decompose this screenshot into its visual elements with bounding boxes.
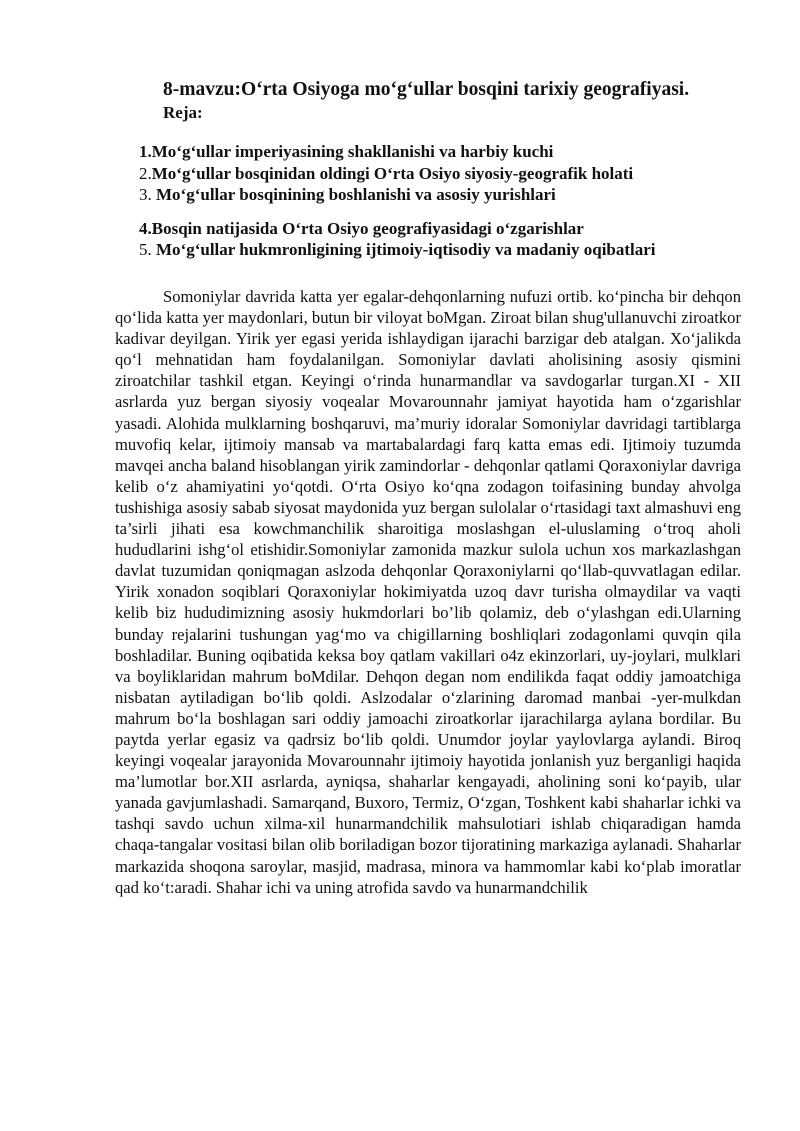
body-paragraph: Somoniylar davrida katta yer egalar-dehqonlarning nufuzi ortib. ko‘pincha bir dehqon qo‘lida katta yer maydonlari, butun bir viloyat boMgan. Ziroat bilan shug'ullanuvchi ziroatkor kadivar deyilgan. Yirik yer egasi yerida ishlaydigan ijarachi barzigar deb atalgan. Xo‘jalikda qo‘l mehnatidan ham foydalanilgan. Somoniylar davlati aholisining asosiy qismini ziroatchilar tashkil etgan. Keyingi o‘rinda hunarmandlar va savdogarlar turgan.XI - XII asrlarda yuz bergan siyosiy voqealar Movarounnahr jamiyat hayotida ham o‘zgarishlar yasadi. Alohida mulklarning boshqaruvi, ma’muriy idoralar Somoniylar davridagi tartiblarga muvofiq kelar, ijtimoiy mansab va martabalardagi farq katta emas edi. Ijtimoiy tuzumda mavqei ancha baland hisoblangan yirik zamindorlar - dehqonlar qatlami Qoraxoniylar davriga kelib o‘z ahamiyatini yo‘qotdi. O‘rta Osiyo ko‘qna zodagon toifasining bunday ahvolga tushishiga asosiy sabab siyosat maydonida yuz bergan sulolalar o‘rtasidagi taxt almashuvi eng ta’sirli jihati esa kowchmanchilik sharoitiga moslashgan el-uluslaming o‘troq aholi hududlarini ishg‘ol etishidir.Somoniylar zamonida mazkur sulola uchun xos markazlashgan davlat tuzumidan qoniqmagan aslzoda dehqonlar Qoraxoniylarni qo‘llab-quvvatlagan edilar. Yirik xonadon soqiblari Qoraxoniylar hokimiyatda uzoq davr turisha olmaydilar va vaqti kelib biz hududimizning asosiy hukmdorlari bo’lib qolamiz, deb o‘ylashgan edi.Ularning bunday rejalarini tushungan yag‘mo va chigillarning boshliqlari zodagonlami quvqin qila boshladilar. Buning oqibatida keksa boy qatlam vakillari o4z ekinzorlari, uy-joylari, mulklari va boyliklaridan mahrum boMdilar. Dehqon degan nom endilikda faqat oddiy jamoatchiga nisbatan aytiladigan bo‘lib qoldi. Aslzodalar o‘zlarining daromad manbai -yer-mulkdan mahrum bo‘la boshlagan sari oddiy jamoachi ziroatkorlar ijarachilarga aylana bordilar. Bu paytda yerlar egasiz va qadrsiz bo‘lib qoldi. Unumdor joylar yaylovlarga aylandi. Biroq keyingi voqealar jarayonida Movarounnahr ijtimoiy hayotida jonlanish yuz berganligi haqida ma’lumotlar bor.XII asrlarda, ayniqsa, shaharlar kengayadi, aholining soni ko‘payib, ular yanada gavjumlashadi. Samarqand, Buxoro, Termiz, O‘zgan, Toshkent kabi shaharlar ichki va tashqi savdo uchun xilma-xil hunarmandchilik mahsulotiari ishlab chiqaradigan hamda chaqa-tangalar vositasi bilan olib boriladigan bozor tijoratining markaziga aylanadi. Shaharlar markazida shoqona saroylar, masjid, madrasa, minora va hammomlar kabi ko‘plab imoratlar qad ko‘t:aradi. Shahar ichi va uning atrofida savdo va hunarmandchilik (115, 287, 741, 897)
plan-item-1 (139, 141, 656, 163)
plan-item-number: 4. (139, 218, 152, 238)
plan-item-number: 3. (139, 185, 156, 204)
plan-item-text: Mo‘g‘ullar imperiyasining shakllanishi va harbiy kuchi (151, 142, 554, 161)
plan-item-number: 2. (139, 163, 152, 183)
plan-list (139, 141, 656, 261)
plan-heading: Reja: (163, 103, 203, 122)
page-title: 8-mavzu:O‘rta Osiyoga mo‘g‘ullar bosqini tarixiy geografiyasi. (163, 79, 690, 100)
plan-item-text: Mo‘g‘ullar hukmronligining ijtimoiy-iqtisodiy va madaniy oqibatlari (156, 240, 656, 259)
plan-item-text: Bosqin natijasida O‘rta Osiyo geografiyasidagi o‘zgarishlar (151, 218, 584, 238)
plan-item-text: Mo‘g‘ullar bosqinining boshlanishi va asosiy yurishlari (156, 185, 556, 204)
plan-item-number: 1. (139, 142, 152, 161)
plan-item-number: 5. (139, 240, 156, 259)
plan-item-3 (139, 184, 656, 206)
plan-item-2 (139, 163, 656, 185)
plan-item-5 (139, 239, 656, 261)
plan-item-4 (139, 218, 656, 240)
plan-item-text: Mo‘g‘ullar bosqinidan oldingi O‘rta Osiyo siyosiy-geografik holati (151, 163, 634, 183)
